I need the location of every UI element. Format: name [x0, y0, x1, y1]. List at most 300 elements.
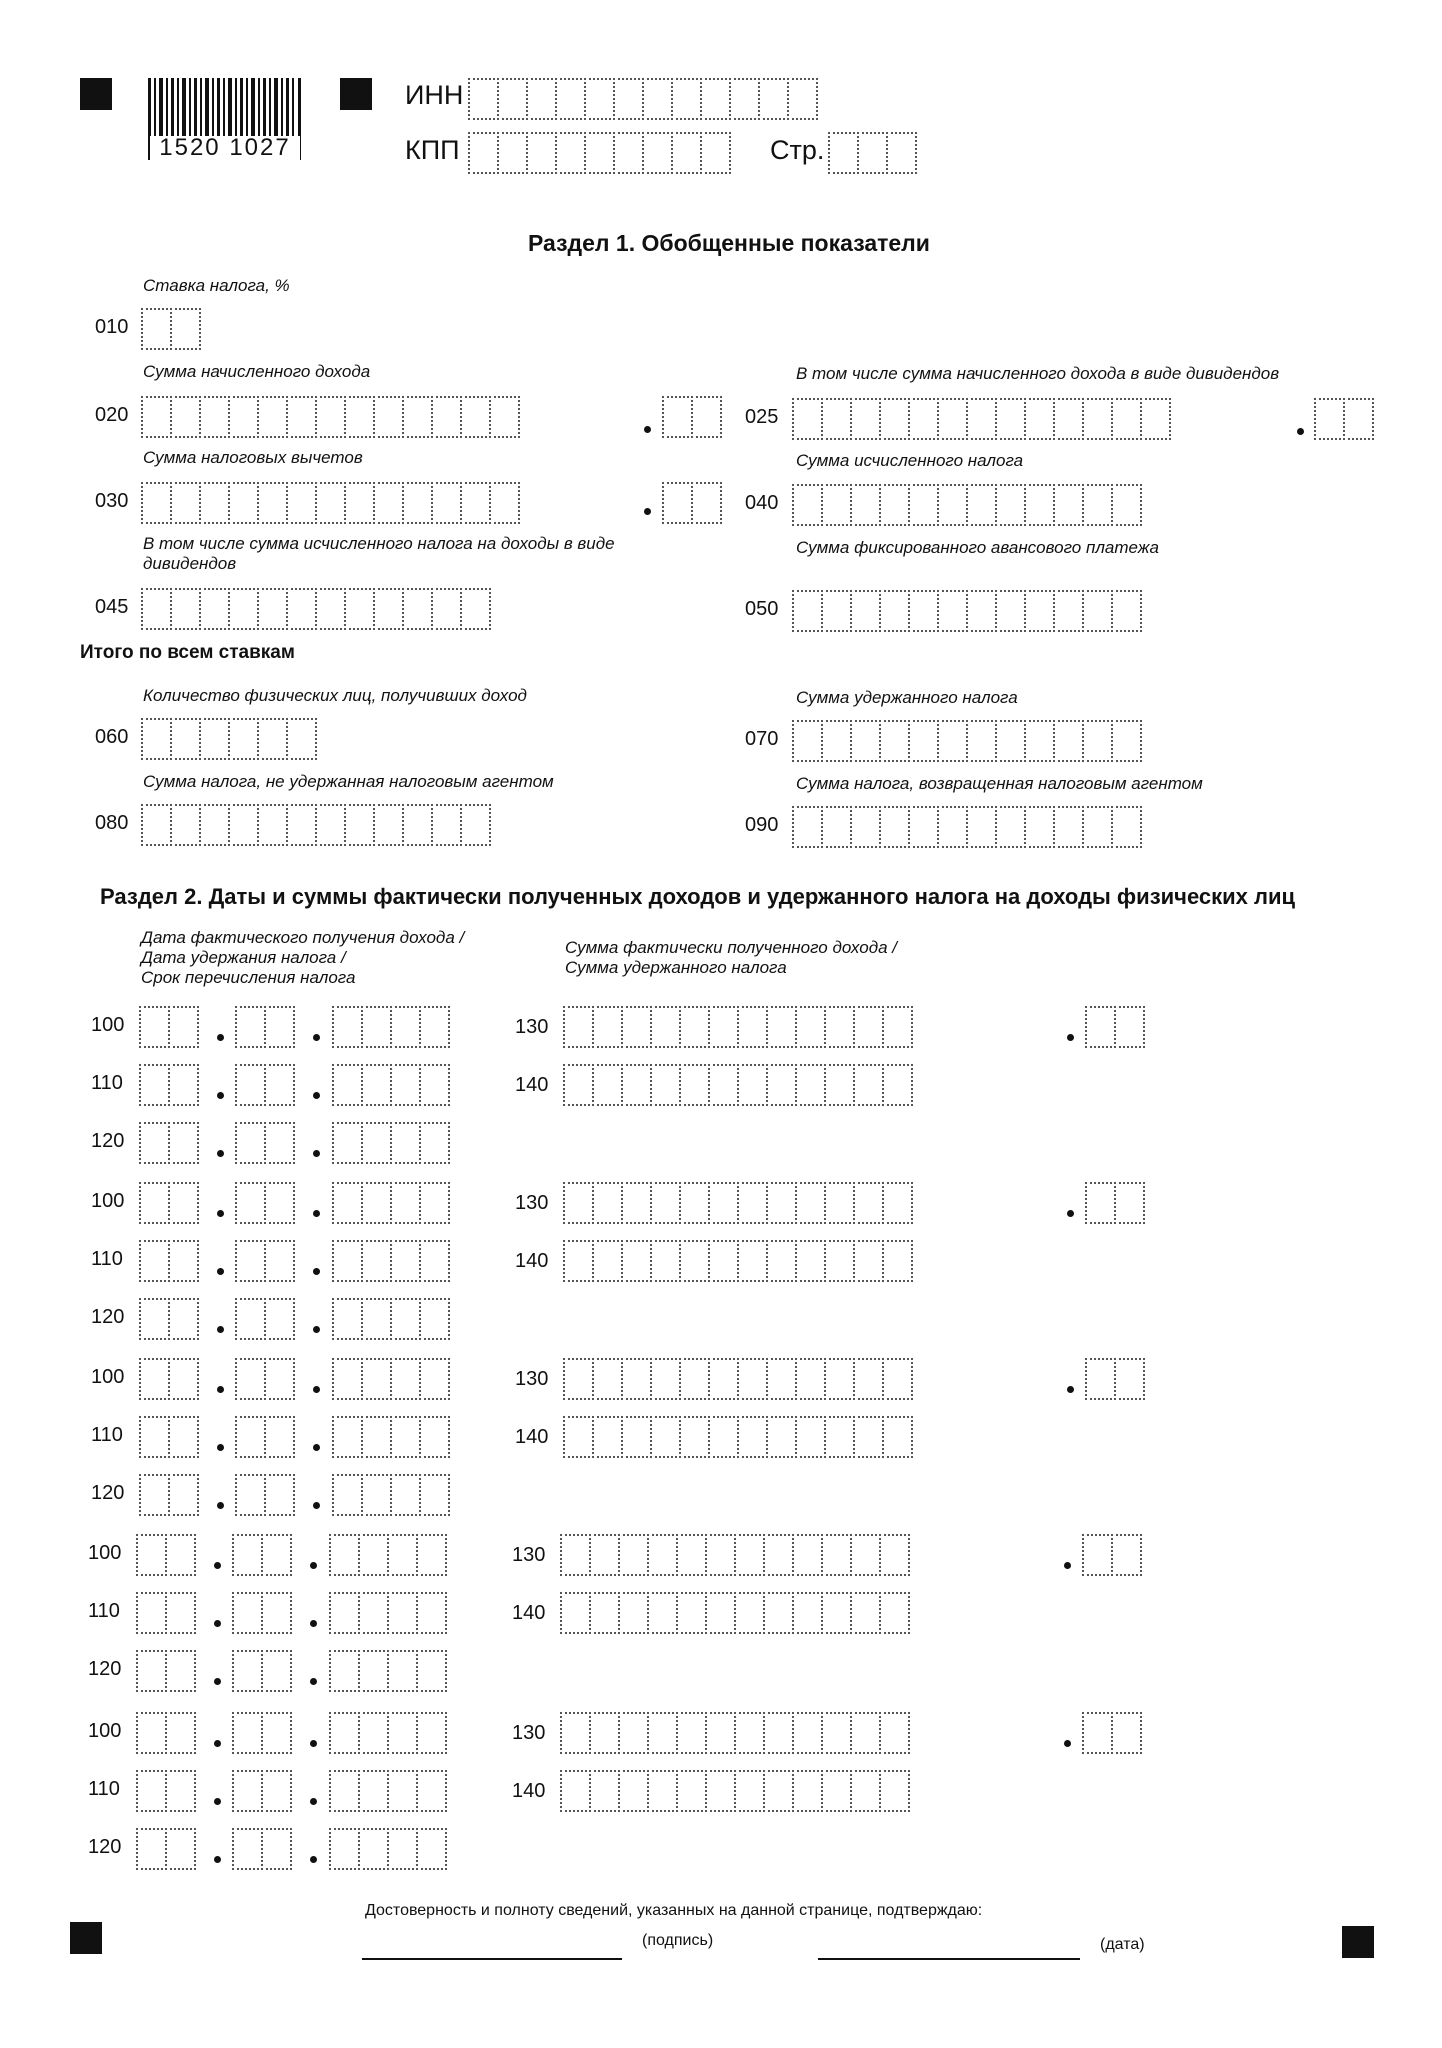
tax-transfer-deadline-year[interactable] — [332, 1122, 450, 1164]
digit-cell[interactable] — [332, 1122, 363, 1164]
digit-cell[interactable] — [358, 1828, 389, 1870]
digit-cell[interactable] — [286, 804, 317, 846]
accrued-income-kopecks-field[interactable] — [662, 396, 722, 438]
digit-cell[interactable] — [286, 396, 317, 438]
digit-cell[interactable] — [402, 588, 433, 630]
digit-cell[interactable] — [228, 804, 259, 846]
digit-cell[interactable] — [679, 1006, 710, 1048]
digit-cell[interactable] — [264, 1474, 295, 1516]
digit-cell[interactable] — [261, 1828, 292, 1870]
digit-cell[interactable] — [824, 1358, 855, 1400]
digit-cell[interactable] — [621, 1240, 652, 1282]
digit-cell[interactable] — [1085, 1006, 1116, 1048]
digit-cell[interactable] — [824, 1006, 855, 1048]
tax-transfer-deadline-year[interactable] — [329, 1650, 447, 1692]
not-withheld-tax-field[interactable] — [141, 804, 491, 846]
digit-cell[interactable] — [563, 1240, 594, 1282]
digit-cell[interactable] — [882, 1006, 913, 1048]
digit-cell[interactable] — [257, 718, 288, 760]
digit-cell[interactable] — [264, 1416, 295, 1458]
digit-cell[interactable] — [647, 1712, 678, 1754]
digit-cell[interactable] — [1111, 1534, 1142, 1576]
digit-cell[interactable] — [170, 482, 201, 524]
digit-cell[interactable] — [879, 806, 910, 848]
calculated-tax-field[interactable] — [792, 484, 1142, 526]
digit-cell[interactable] — [592, 1064, 623, 1106]
digit-cell[interactable] — [708, 1064, 739, 1106]
digit-cell[interactable] — [592, 1358, 623, 1400]
digit-cell[interactable] — [560, 1712, 591, 1754]
digit-cell[interactable] — [676, 1770, 707, 1812]
digit-cell[interactable] — [850, 484, 881, 526]
digit-cell[interactable] — [228, 396, 259, 438]
digit-cell[interactable] — [642, 132, 673, 174]
digit-cell[interactable] — [1111, 398, 1142, 440]
digit-cell[interactable] — [821, 398, 852, 440]
tax-transfer-deadline-month[interactable] — [232, 1828, 292, 1870]
fixed-advance-field[interactable] — [792, 590, 1142, 632]
digit-cell[interactable] — [879, 484, 910, 526]
digit-cell[interactable] — [795, 1064, 826, 1106]
digit-cell[interactable] — [387, 1534, 418, 1576]
income-received-date-year[interactable] — [329, 1534, 447, 1576]
digit-cell[interactable] — [853, 1358, 884, 1400]
digit-cell[interactable] — [358, 1770, 389, 1812]
digit-cell[interactable] — [824, 1064, 855, 1106]
digit-cell[interactable] — [235, 1298, 266, 1340]
digit-cell[interactable] — [737, 1240, 768, 1282]
income-received-date-year[interactable] — [332, 1006, 450, 1048]
digit-cell[interactable] — [460, 588, 491, 630]
digit-cell[interactable] — [795, 1006, 826, 1048]
kpp-field[interactable] — [468, 132, 731, 174]
digit-cell[interactable] — [763, 1770, 794, 1812]
digit-cell[interactable] — [286, 718, 317, 760]
income-received-date-day[interactable] — [136, 1534, 196, 1576]
digit-cell[interactable] — [879, 1712, 910, 1754]
digit-cell[interactable] — [460, 482, 491, 524]
digit-cell[interactable] — [679, 1240, 710, 1282]
digit-cell[interactable] — [937, 806, 968, 848]
digit-cell[interactable] — [734, 1770, 765, 1812]
digit-cell[interactable] — [766, 1240, 797, 1282]
digit-cell[interactable] — [139, 1358, 170, 1400]
digit-cell[interactable] — [1024, 720, 1055, 762]
digit-cell[interactable] — [199, 482, 230, 524]
digit-cell[interactable] — [344, 804, 375, 846]
digit-cell[interactable] — [795, 1358, 826, 1400]
digit-cell[interactable] — [170, 804, 201, 846]
digit-cell[interactable] — [1343, 398, 1374, 440]
digit-cell[interactable] — [882, 1240, 913, 1282]
digit-cell[interactable] — [361, 1064, 392, 1106]
digit-cell[interactable] — [361, 1474, 392, 1516]
digit-cell[interactable] — [1111, 484, 1142, 526]
digit-cell[interactable] — [671, 132, 702, 174]
tax-withheld-date-day[interactable] — [136, 1592, 196, 1634]
digit-cell[interactable] — [1082, 806, 1113, 848]
digit-cell[interactable] — [737, 1182, 768, 1224]
digit-cell[interactable] — [758, 78, 789, 120]
withheld-tax-field[interactable] — [792, 720, 1142, 762]
digit-cell[interactable] — [1114, 1358, 1145, 1400]
digit-cell[interactable] — [136, 1712, 167, 1754]
digit-cell[interactable] — [1024, 484, 1055, 526]
digit-cell[interactable] — [908, 590, 939, 632]
digit-cell[interactable] — [168, 1416, 199, 1458]
digit-cell[interactable] — [264, 1298, 295, 1340]
digit-cell[interactable] — [853, 1064, 884, 1106]
digit-cell[interactable] — [821, 590, 852, 632]
digit-cell[interactable] — [361, 1416, 392, 1458]
digit-cell[interactable] — [329, 1650, 360, 1692]
digit-cell[interactable] — [853, 1182, 884, 1224]
digit-cell[interactable] — [676, 1534, 707, 1576]
digit-cell[interactable] — [141, 804, 172, 846]
digit-cell[interactable] — [170, 308, 201, 350]
digit-cell[interactable] — [966, 720, 997, 762]
digit-cell[interactable] — [592, 1240, 623, 1282]
digit-cell[interactable] — [315, 396, 346, 438]
digit-cell[interactable] — [705, 1712, 736, 1754]
digit-cell[interactable] — [824, 1416, 855, 1458]
digit-cell[interactable] — [879, 398, 910, 440]
digit-cell[interactable] — [879, 1534, 910, 1576]
digit-cell[interactable] — [261, 1712, 292, 1754]
digit-cell[interactable] — [390, 1006, 421, 1048]
digit-cell[interactable] — [937, 720, 968, 762]
digit-cell[interactable] — [1111, 590, 1142, 632]
digit-cell[interactable] — [850, 720, 881, 762]
digit-cell[interactable] — [792, 1592, 823, 1634]
digit-cell[interactable] — [1053, 398, 1084, 440]
digit-cell[interactable] — [165, 1828, 196, 1870]
digit-cell[interactable] — [966, 398, 997, 440]
digit-cell[interactable] — [662, 482, 693, 524]
digit-cell[interactable] — [332, 1474, 363, 1516]
digit-cell[interactable] — [489, 482, 520, 524]
digit-cell[interactable] — [1114, 1006, 1145, 1048]
digit-cell[interactable] — [691, 396, 722, 438]
digit-cell[interactable] — [199, 396, 230, 438]
digit-cell[interactable] — [853, 1006, 884, 1048]
actual-income-amount-field[interactable] — [563, 1182, 913, 1224]
digit-cell[interactable] — [235, 1006, 266, 1048]
digit-cell[interactable] — [329, 1828, 360, 1870]
digit-cell[interactable] — [821, 720, 852, 762]
digit-cell[interactable] — [850, 806, 881, 848]
digit-cell[interactable] — [995, 398, 1026, 440]
digit-cell[interactable] — [373, 588, 404, 630]
digit-cell[interactable] — [228, 588, 259, 630]
income-received-date-day[interactable] — [139, 1006, 199, 1048]
income-received-date-year[interactable] — [329, 1712, 447, 1754]
digit-cell[interactable] — [315, 804, 346, 846]
digit-cell[interactable] — [460, 396, 491, 438]
digit-cell[interactable] — [232, 1712, 263, 1754]
digit-cell[interactable] — [358, 1712, 389, 1754]
digit-cell[interactable] — [526, 132, 557, 174]
digit-cell[interactable] — [966, 590, 997, 632]
digit-cell[interactable] — [332, 1358, 363, 1400]
digit-cell[interactable] — [763, 1534, 794, 1576]
digit-cell[interactable] — [168, 1240, 199, 1282]
income-received-date-day[interactable] — [136, 1712, 196, 1754]
digit-cell[interactable] — [621, 1182, 652, 1224]
digit-cell[interactable] — [416, 1712, 447, 1754]
digit-cell[interactable] — [332, 1064, 363, 1106]
tax-transfer-deadline-year[interactable] — [332, 1298, 450, 1340]
digit-cell[interactable] — [390, 1182, 421, 1224]
digit-cell[interactable] — [168, 1122, 199, 1164]
digit-cell[interactable] — [136, 1828, 167, 1870]
digit-cell[interactable] — [563, 1416, 594, 1458]
digit-cell[interactable] — [879, 590, 910, 632]
digit-cell[interactable] — [679, 1358, 710, 1400]
persons-count-field[interactable] — [141, 718, 317, 760]
digit-cell[interactable] — [824, 1182, 855, 1224]
digit-cell[interactable] — [691, 482, 722, 524]
digit-cell[interactable] — [257, 804, 288, 846]
digit-cell[interactable] — [679, 1416, 710, 1458]
actual-income-kopecks-field[interactable] — [1085, 1182, 1145, 1224]
digit-cell[interactable] — [257, 482, 288, 524]
digit-cell[interactable] — [390, 1416, 421, 1458]
actual-income-amount-field[interactable] — [560, 1534, 910, 1576]
digit-cell[interactable] — [136, 1650, 167, 1692]
digit-cell[interactable] — [882, 1064, 913, 1106]
digit-cell[interactable] — [332, 1182, 363, 1224]
digit-cell[interactable] — [228, 718, 259, 760]
income-received-date-day[interactable] — [139, 1182, 199, 1224]
digit-cell[interactable] — [589, 1534, 620, 1576]
digit-cell[interactable] — [708, 1358, 739, 1400]
digit-cell[interactable] — [766, 1358, 797, 1400]
digit-cell[interactable] — [264, 1358, 295, 1400]
digit-cell[interactable] — [416, 1650, 447, 1692]
digit-cell[interactable] — [329, 1592, 360, 1634]
digit-cell[interactable] — [387, 1712, 418, 1754]
digit-cell[interactable] — [705, 1770, 736, 1812]
digit-cell[interactable] — [1053, 590, 1084, 632]
digit-cell[interactable] — [1082, 590, 1113, 632]
digit-cell[interactable] — [264, 1182, 295, 1224]
digit-cell[interactable] — [373, 482, 404, 524]
digit-cell[interactable] — [705, 1534, 736, 1576]
digit-cell[interactable] — [332, 1006, 363, 1048]
digit-cell[interactable] — [766, 1006, 797, 1048]
digit-cell[interactable] — [882, 1182, 913, 1224]
digit-cell[interactable] — [592, 1416, 623, 1458]
dividend-tax-field[interactable] — [141, 588, 491, 630]
withheld-tax-amount-field[interactable] — [560, 1770, 910, 1812]
tax-withheld-date-day[interactable] — [139, 1064, 199, 1106]
digit-cell[interactable] — [857, 132, 888, 174]
digit-cell[interactable] — [235, 1122, 266, 1164]
actual-income-kopecks-field[interactable] — [1082, 1534, 1142, 1576]
digit-cell[interactable] — [141, 308, 172, 350]
digit-cell[interactable] — [560, 1592, 591, 1634]
digit-cell[interactable] — [584, 132, 615, 174]
digit-cell[interactable] — [232, 1828, 263, 1870]
digit-cell[interactable] — [1111, 806, 1142, 848]
digit-cell[interactable] — [235, 1474, 266, 1516]
digit-cell[interactable] — [850, 1592, 881, 1634]
digit-cell[interactable] — [139, 1006, 170, 1048]
digit-cell[interactable] — [141, 482, 172, 524]
digit-cell[interactable] — [792, 590, 823, 632]
income-received-date-month[interactable] — [235, 1006, 295, 1048]
digit-cell[interactable] — [261, 1534, 292, 1576]
digit-cell[interactable] — [361, 1358, 392, 1400]
digit-cell[interactable] — [850, 1712, 881, 1754]
digit-cell[interactable] — [139, 1122, 170, 1164]
digit-cell[interactable] — [821, 1592, 852, 1634]
digit-cell[interactable] — [228, 482, 259, 524]
digit-cell[interactable] — [621, 1416, 652, 1458]
digit-cell[interactable] — [232, 1650, 263, 1692]
digit-cell[interactable] — [850, 1534, 881, 1576]
digit-cell[interactable] — [853, 1416, 884, 1458]
digit-cell[interactable] — [361, 1240, 392, 1282]
digit-cell[interactable] — [621, 1064, 652, 1106]
digit-cell[interactable] — [1314, 398, 1345, 440]
digit-cell[interactable] — [390, 1298, 421, 1340]
digit-cell[interactable] — [708, 1006, 739, 1048]
actual-income-amount-field[interactable] — [560, 1712, 910, 1754]
digit-cell[interactable] — [344, 588, 375, 630]
digit-cell[interactable] — [390, 1358, 421, 1400]
tax-withheld-date-year[interactable] — [329, 1592, 447, 1634]
digit-cell[interactable] — [937, 398, 968, 440]
digit-cell[interactable] — [199, 588, 230, 630]
tax-transfer-deadline-day[interactable] — [139, 1298, 199, 1340]
digit-cell[interactable] — [168, 1358, 199, 1400]
digit-cell[interactable] — [618, 1534, 649, 1576]
digit-cell[interactable] — [792, 720, 823, 762]
digit-cell[interactable] — [792, 1534, 823, 1576]
digit-cell[interactable] — [908, 806, 939, 848]
digit-cell[interactable] — [361, 1122, 392, 1164]
tax-withheld-date-day[interactable] — [139, 1416, 199, 1458]
digit-cell[interactable] — [390, 1240, 421, 1282]
digit-cell[interactable] — [390, 1474, 421, 1516]
income-received-date-month[interactable] — [235, 1182, 295, 1224]
digit-cell[interactable] — [650, 1416, 681, 1458]
digit-cell[interactable] — [908, 720, 939, 762]
digit-cell[interactable] — [563, 1064, 594, 1106]
actual-income-amount-field[interactable] — [563, 1006, 913, 1048]
digit-cell[interactable] — [650, 1240, 681, 1282]
digit-cell[interactable] — [497, 132, 528, 174]
digit-cell[interactable] — [419, 1064, 450, 1106]
digit-cell[interactable] — [563, 1358, 594, 1400]
digit-cell[interactable] — [416, 1828, 447, 1870]
digit-cell[interactable] — [402, 396, 433, 438]
digit-cell[interactable] — [139, 1416, 170, 1458]
digit-cell[interactable] — [879, 1770, 910, 1812]
digit-cell[interactable] — [387, 1650, 418, 1692]
digit-cell[interactable] — [1053, 484, 1084, 526]
digit-cell[interactable] — [763, 1592, 794, 1634]
tax-transfer-deadline-month[interactable] — [232, 1650, 292, 1692]
digit-cell[interactable] — [995, 720, 1026, 762]
digit-cell[interactable] — [995, 484, 1026, 526]
digit-cell[interactable] — [734, 1592, 765, 1634]
digit-cell[interactable] — [1140, 398, 1171, 440]
actual-income-amount-field[interactable] — [563, 1358, 913, 1400]
digit-cell[interactable] — [168, 1064, 199, 1106]
digit-cell[interactable] — [358, 1592, 389, 1634]
digit-cell[interactable] — [766, 1416, 797, 1458]
digit-cell[interactable] — [937, 590, 968, 632]
dividend-income-field[interactable] — [792, 398, 1171, 440]
withheld-tax-amount-field[interactable] — [560, 1592, 910, 1634]
tax-transfer-deadline-month[interactable] — [235, 1122, 295, 1164]
tax-transfer-deadline-month[interactable] — [235, 1474, 295, 1516]
signature-line[interactable] — [362, 1958, 622, 1960]
tax-withheld-date-year[interactable] — [332, 1416, 450, 1458]
digit-cell[interactable] — [419, 1474, 450, 1516]
digit-cell[interactable] — [419, 1416, 450, 1458]
digit-cell[interactable] — [1082, 484, 1113, 526]
digit-cell[interactable] — [526, 78, 557, 120]
digit-cell[interactable] — [261, 1592, 292, 1634]
digit-cell[interactable] — [737, 1358, 768, 1400]
digit-cell[interactable] — [1082, 720, 1113, 762]
digit-cell[interactable] — [141, 588, 172, 630]
digit-cell[interactable] — [358, 1650, 389, 1692]
digit-cell[interactable] — [165, 1592, 196, 1634]
digit-cell[interactable] — [708, 1182, 739, 1224]
digit-cell[interactable] — [373, 804, 404, 846]
income-received-date-month[interactable] — [232, 1712, 292, 1754]
digit-cell[interactable] — [676, 1712, 707, 1754]
digit-cell[interactable] — [966, 806, 997, 848]
digit-cell[interactable] — [563, 1006, 594, 1048]
digit-cell[interactable] — [402, 482, 433, 524]
digit-cell[interactable] — [647, 1592, 678, 1634]
digit-cell[interactable] — [642, 78, 673, 120]
digit-cell[interactable] — [1082, 398, 1113, 440]
digit-cell[interactable] — [264, 1064, 295, 1106]
digit-cell[interactable] — [170, 718, 201, 760]
digit-cell[interactable] — [737, 1006, 768, 1048]
tax-withheld-date-month[interactable] — [235, 1240, 295, 1282]
digit-cell[interactable] — [419, 1122, 450, 1164]
withheld-tax-amount-field[interactable] — [563, 1240, 913, 1282]
digit-cell[interactable] — [199, 718, 230, 760]
digit-cell[interactable] — [995, 590, 1026, 632]
digit-cell[interactable] — [416, 1770, 447, 1812]
digit-cell[interactable] — [286, 588, 317, 630]
digit-cell[interactable] — [141, 396, 172, 438]
digit-cell[interactable] — [168, 1474, 199, 1516]
digit-cell[interactable] — [329, 1770, 360, 1812]
digit-cell[interactable] — [315, 482, 346, 524]
digit-cell[interactable] — [618, 1592, 649, 1634]
digit-cell[interactable] — [235, 1416, 266, 1458]
tax-withheld-date-day[interactable] — [139, 1240, 199, 1282]
digit-cell[interactable] — [795, 1182, 826, 1224]
digit-cell[interactable] — [358, 1534, 389, 1576]
digit-cell[interactable] — [824, 1240, 855, 1282]
digit-cell[interactable] — [315, 588, 346, 630]
digit-cell[interactable] — [1114, 1182, 1145, 1224]
digit-cell[interactable] — [679, 1064, 710, 1106]
digit-cell[interactable] — [792, 806, 823, 848]
income-received-date-year[interactable] — [332, 1358, 450, 1400]
